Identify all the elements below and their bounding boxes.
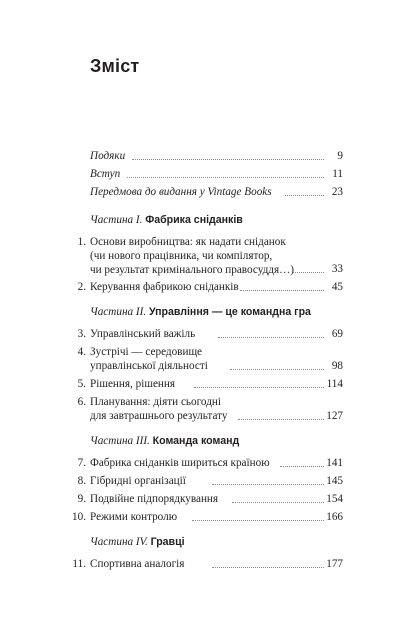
- dot-leader: [238, 419, 324, 420]
- toc-page-number: 177: [326, 558, 343, 570]
- chapter-number: 9.: [77, 493, 86, 505]
- toc-entry-label: Спортивна аналогія: [90, 558, 185, 570]
- dot-leader: [212, 567, 324, 568]
- chapter-title-line: чи результат кримінального правосуддя…): [90, 264, 295, 276]
- part-title: Управління — це командна гра: [148, 306, 311, 318]
- dot-leader: [218, 337, 324, 338]
- dot-leader: [192, 520, 324, 521]
- chapter-number: 1.: [77, 236, 86, 248]
- part-prefix: Частина III.: [90, 435, 150, 447]
- toc-page-number: 154: [326, 493, 343, 505]
- toc-entry-label: Рішення, рішення: [90, 378, 176, 390]
- part-heading-3: [90, 434, 239, 448]
- toc-entry-label: Передмова до видання у Vintage Books: [90, 186, 272, 198]
- toc-page-number: 141: [326, 457, 343, 469]
- part-prefix: Частина I.: [90, 214, 143, 226]
- chapter-number: 11.: [72, 558, 86, 570]
- chapter-number: 2.: [77, 281, 86, 293]
- toc-page-number: 9: [337, 150, 343, 162]
- dot-leader: [285, 195, 324, 196]
- toc-page-number: 127: [326, 410, 343, 422]
- toc-entry-label: [90, 395, 227, 423]
- chapter-number: 8.: [77, 475, 86, 487]
- toc-page-number: 23: [331, 186, 343, 198]
- chapter-title-line: для завтрашнього результату: [90, 410, 228, 422]
- chapter-title-line: Зустрічі — середовище: [90, 346, 203, 358]
- toc-entry-label: Подяки: [90, 150, 126, 162]
- toc-entry-label: [90, 235, 294, 277]
- dot-leader: [212, 484, 324, 485]
- dot-leader: [280, 466, 324, 467]
- chapter-number: 4.: [77, 346, 86, 358]
- part-title: Фабрика сніданків: [145, 214, 243, 226]
- toc-entry-label: Фабрика сніданків шириться країною: [90, 457, 270, 469]
- toc-page-number: 33: [331, 263, 343, 275]
- toc-page-number: 69: [331, 328, 343, 340]
- dot-leader: [232, 502, 324, 503]
- toc-entry-label: Управлінський важіль: [90, 328, 196, 340]
- toc-page-number: 11: [332, 168, 343, 180]
- toc-page-number: 45: [331, 281, 343, 293]
- part-heading-2: [90, 305, 311, 319]
- chapter-title-line: Основи виробництва: як надати сніданок: [90, 236, 286, 248]
- part-title: Команда команд: [152, 435, 240, 447]
- chapter-number: 5.: [77, 378, 86, 390]
- chapter-number: 6.: [77, 396, 86, 408]
- chapter-title-line: (чи нового працівника, чи компілятор,: [90, 250, 273, 262]
- dot-leader: [240, 290, 324, 291]
- dot-leader: [293, 272, 324, 273]
- part-heading-1: [90, 213, 243, 227]
- part-prefix: Частина IV.: [90, 536, 148, 548]
- toc-entry-label: Керування фабрикою сніданків: [90, 281, 239, 293]
- dot-leader: [194, 387, 324, 388]
- dot-leader: [230, 369, 324, 370]
- page-title: Зміст: [90, 56, 140, 76]
- toc-page-number: 114: [326, 378, 343, 390]
- chapter-title-line: управлінської діяльності: [90, 360, 208, 372]
- toc-entry-label: Режими контролю: [90, 511, 178, 523]
- toc-page-number: 166: [326, 511, 343, 523]
- part-heading-4: [90, 535, 185, 549]
- part-prefix: Частина II.: [90, 306, 147, 318]
- toc-entry-label: Гібридні організації: [90, 475, 186, 487]
- toc-entry-label: [90, 345, 208, 373]
- toc-entry-label: Подвійне підпорядкування: [90, 493, 219, 505]
- chapter-number: 7.: [77, 457, 86, 469]
- toc-page-number: 145: [326, 475, 343, 487]
- chapter-number: 3.: [77, 328, 86, 340]
- part-title: Гравці: [150, 536, 185, 548]
- dot-leader: [127, 177, 324, 178]
- chapter-title-line: Планування: діяти сьогодні: [90, 396, 221, 408]
- toc-page-number: 98: [331, 360, 343, 372]
- dot-leader: [132, 159, 324, 160]
- chapter-number: 10.: [72, 511, 86, 523]
- toc-entry-label: Вступ: [90, 168, 121, 180]
